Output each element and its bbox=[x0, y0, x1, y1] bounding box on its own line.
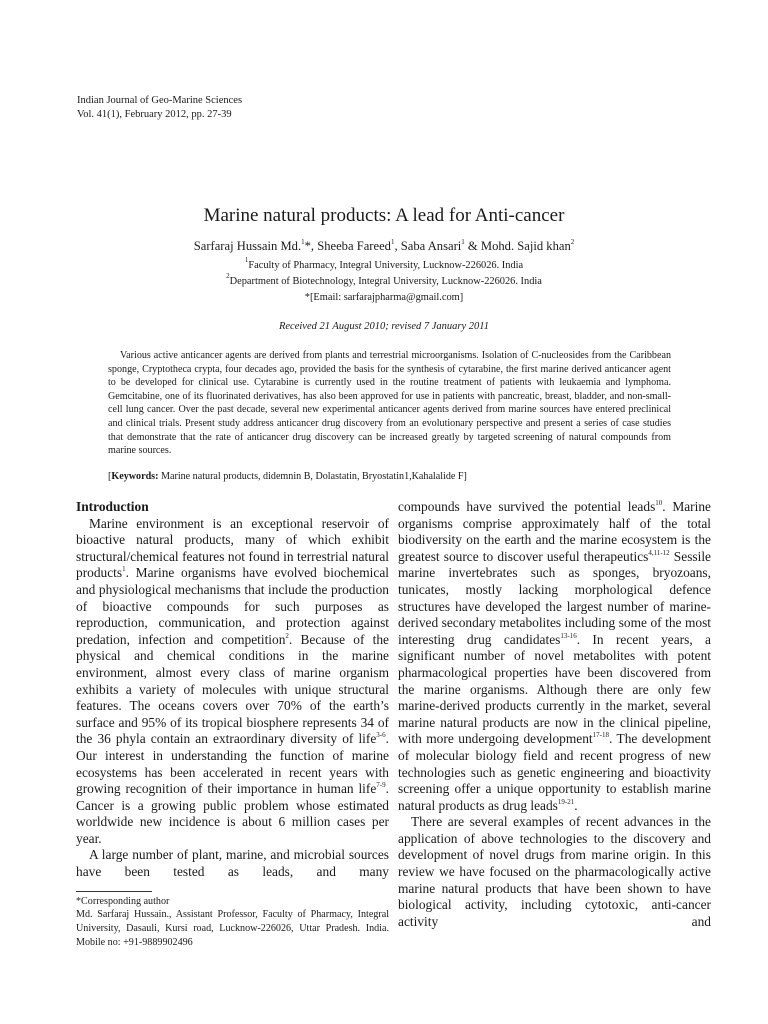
footnote-text: Md. Sarfaraj Hussain., Assistant Professor, Faculty of Pharmacy, Integral University, Dasauli, Kursi road, Lucknow-226026, Uttar Pradesh. India. Mobile no: +91-9889902496 bbox=[76, 909, 389, 949]
keywords-label: Keywords: bbox=[111, 471, 159, 482]
right-column bbox=[398, 499, 711, 930]
paragraph: A large number of plant, marine, and microbial sources have been tested as leads, and many bbox=[76, 847, 389, 880]
author-list: Sarfaraj Hussain Md.$^1$*, Sheeba Fareed$^1$, Saba Ansari$^1$ & Mohd. Sajid khan$^2$ bbox=[193, 238, 575, 253]
journal-header bbox=[77, 94, 242, 122]
footnote bbox=[76, 895, 389, 950]
section-heading: Introduction bbox=[76, 499, 149, 514]
footnote-divider bbox=[76, 891, 152, 892]
affiliation: $^1$Faculty of Pharmacy, Integral University, Lucknow-226026. India bbox=[244, 256, 524, 271]
paragraph: compounds have survived the potential leads$^{10}$. Marine organisms comprise approximately half of the total biodiversity on the earth and the marine ecosystem is the greatest source to discover useful therapeutics$^{4,11-12}$ Sessile marine invertebrates such as sponges, bryozoans, tunicates, mostly lacking morphological defence structures have developed the largest number of marine-derived secondary metabolites including some of the most interesting drug candidates$^{13-16}$. In recent years, a significant number of novel metabolites with potent pharmacological properties have been discovered from the marine organisms. Although there are only few marine-derived products currently in the market, several marine natural products are now in the clinical pipeline, with more undergoing development$^{17-18}$. The development of molecular biology field and recent progress of new technologies such as genetic engineering and bioactivity screening offer a unique opportunity to establish marine natural products as drug leads$^{19-21}$. bbox=[398, 499, 711, 813]
paragraph: Marine environment is an exceptional reservoir of bioactive natural products, many of which exhibit structural/chemical features not found in terrestrial natural products$^1$. Marine organisms have evolved biochemical and physiological mechanisms that include the production of bioactive compounds for such purposes as reproduction, communication, and protection against predation, infection and competition$^2$. Because of the physical and chemical conditions in the marine environment, almost every class of marine organism exhibits a variety of molecules with unique structural features. The oceans covers over 70% of the earth’s surface and 95% of its tropical biosphere represents 34 of the 36 phyla contain an extraordinary diversity of life$^{3-6}$. Our interest in understanding the function of marine ecosystems has been accelerated in recent years with growing recognition of their importance in human life$^{7-9}$. Cancer is a growing public problem whose estimated worldwide new incidence is about 6 million cases per year. bbox=[76, 515, 389, 846]
journal-name: Indian Journal of Geo-Marine Sciences bbox=[77, 95, 243, 106]
author-name: Sarfaraj Hussain Md. bbox=[193, 239, 302, 253]
abstract: Various active anticancer agents are derived from plants and terrestrial microorganisms. Isolation of C-nucleosides from the Caribbean sponge, Cryptotheca crypta, four decades ago, provided the basis for the synthesis of cytarabine, the first marine derived anticancer agent to be developed for clinical use. Cytarabine is currently used in the routine treatment of patients with leukaemia and lymphoma. Gemcitabine, one of its fluorinated derivatives, has also been approved for use in patients with pancreatic, breast, bladder, and non-small-cell lung cancer. Over the past decade, several new experimental anticancer agents derived from marine sources have entered preclinical and clinical trials. Present study address anticancer drug discovery from an evolutionary perspective and present a series of case studies that demonstrate that the rate of anticancer drug discovery can be increased greatly by targeted screening of natural compounds from marine sources. bbox=[108, 350, 671, 457]
paragraph: There are several examples of recent advances in the application of above technologies to the discovery and development of novel drugs from marine origin. In this review we have focused on the pharmacologically active marine natural products that have been shown to have biological activity, including cytotoxic, anti-cancer activity and bbox=[398, 814, 711, 929]
author-name: Sheeba Fareed bbox=[317, 239, 391, 253]
author-email: *[Email: sarfarajpharma@gmail.com] bbox=[304, 292, 464, 303]
affiliation: $^2$Department of Biotechnology, Integral University, Lucknow-226026. India bbox=[226, 272, 542, 287]
author-name: Mohd. Sajid khan bbox=[480, 239, 571, 253]
left-column bbox=[76, 499, 389, 950]
keywords: [Keywords: Marine natural products, didemnin B, Dolastatin, Bryostatin1,Kahalalide F] bbox=[108, 471, 467, 482]
footnote-label: *Corresponding author bbox=[76, 895, 170, 907]
journal-volume: Vol. 41(1), February 2012, pp. 27-39 bbox=[77, 109, 232, 120]
received-dates: Received 21 August 2010; revised 7 January 2011 bbox=[278, 321, 490, 332]
article-title: Marine natural products: A lead for Anti-cancer bbox=[203, 205, 565, 226]
author-name: Saba Ansari bbox=[400, 239, 462, 253]
